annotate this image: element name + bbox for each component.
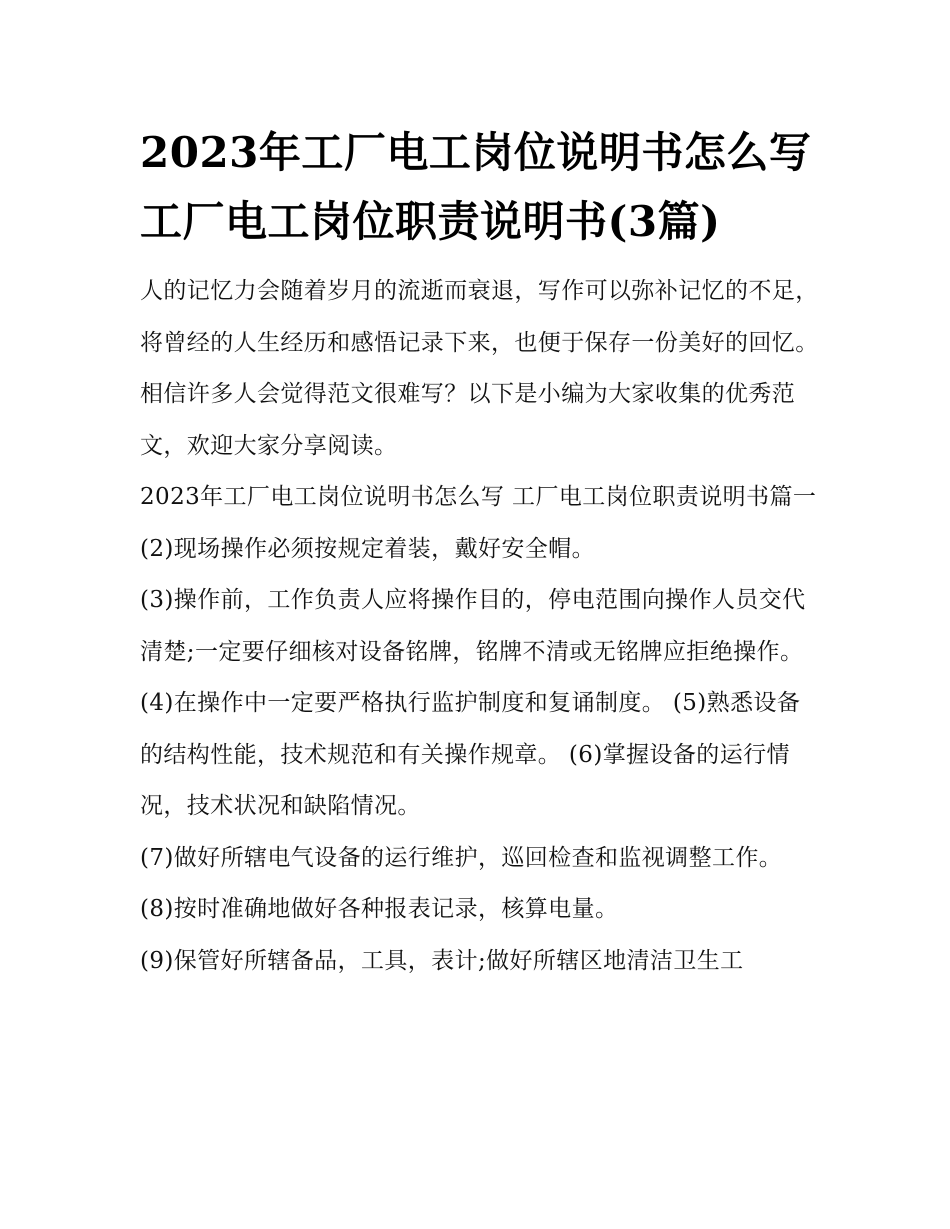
items-4-6-paragraph: (4)在操作中一定要严格执行监护制度和复诵制度。 (5)熟悉设备的结构性能，技术规范和有关操作规章。 (6)掌握设备的运行情况，技术状况和缺陷情况。 (140, 690, 801, 819)
item-9-paragraph: (9)保管好所辖备品，工具，表计;做好所辖区地清洁卫生工 (140, 947, 744, 974)
document-body (140, 118, 820, 987)
document-title: 2023年工厂电工岗位说明书怎么写 工厂电工岗位职责说明书(3篇) (140, 128, 812, 246)
items-7-8-paragraph: (7)做好所辖电气设备的运行维护，巡回检查和监视调整工作。 (8)按时准确地做好各种报表记录，核算电量。 (140, 844, 783, 922)
intro-paragraph: 人的记忆力会随着岁月的流逝而衰退，写作可以弥补记忆的不足，将曾经的人生经历和感悟记录下来，也便于保存一份美好的回忆。相信许多人会觉得范文很难写？以下是小编为大家收集的优秀范文，欢迎大家分享阅读。 (140, 278, 819, 459)
item-3-paragraph: (3)操作前，工作负责人应将操作目的，停电范围向操作人员交代清楚;一定要仔细核对设备铭牌，铭牌不清或无铭牌应拒绝操作。 (140, 587, 806, 665)
section-heading-paragraph: 2023年工厂电工岗位说明书怎么写 工厂电工岗位职责说明书篇一 (2)现场操作必须按规定着装，戴好安全帽。 (140, 484, 817, 562)
